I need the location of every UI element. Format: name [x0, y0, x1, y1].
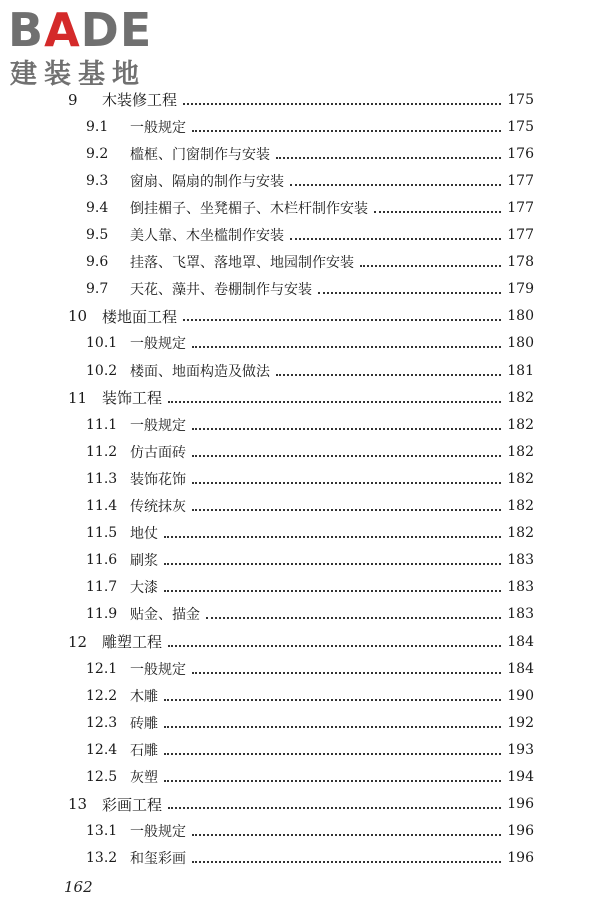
toc-section[interactable] — [86, 682, 534, 709]
toc-section[interactable] — [86, 465, 534, 492]
toc-entry-title: 刷浆 — [130, 553, 158, 570]
toc-entry-number: 12.1 — [86, 660, 118, 677]
dot-leader — [192, 455, 501, 457]
toc-section[interactable] — [86, 709, 534, 736]
toc-entry-title: 装饰花饰 — [130, 471, 186, 488]
toc-entry-title: 楼地面工程 — [102, 307, 178, 326]
toc-entry-page: 177 — [507, 172, 534, 189]
toc-entry-page: 175 — [507, 118, 534, 135]
toc-entry-title: 彩画工程 — [102, 795, 163, 814]
toc-section[interactable] — [86, 818, 534, 845]
dot-leader — [164, 563, 501, 565]
dot-leader — [164, 699, 501, 701]
toc-entry-number: 13.1 — [86, 823, 118, 840]
toc-entry-page: 183 — [507, 579, 534, 596]
toc-entry-page: 184 — [507, 660, 534, 677]
toc-section[interactable] — [86, 194, 534, 221]
toc-entry-title: 美人靠、木坐槛制作安装 — [130, 228, 284, 244]
toc-section[interactable] — [86, 276, 534, 303]
dot-leader — [374, 211, 501, 213]
toc-entry-number: 11.4 — [86, 498, 118, 514]
toc-entry-number: 10.1 — [86, 335, 118, 352]
logo-wordmark: BADE — [8, 3, 153, 57]
dot-leader — [192, 428, 501, 430]
toc-entry-title: 地仗 — [130, 526, 158, 543]
dot-leader — [164, 590, 501, 592]
toc-entry-title: 木装修工程 — [102, 91, 178, 109]
dot-leader — [164, 536, 501, 538]
toc-entry-number: 12 — [68, 632, 88, 651]
toc-entry-number: 9.2 — [86, 145, 109, 162]
toc-entry-page: 176 — [507, 145, 534, 162]
toc-entry-number: 11.3 — [86, 470, 118, 487]
toc-section[interactable] — [86, 655, 534, 682]
toc-section[interactable] — [86, 222, 534, 249]
dot-leader — [192, 346, 501, 348]
toc-entry-page: 192 — [507, 714, 534, 731]
toc-entry-title: 一般规定 — [130, 661, 186, 678]
toc-section[interactable] — [86, 113, 534, 140]
dot-leader — [276, 157, 501, 159]
toc-entry-page: 193 — [507, 741, 534, 758]
toc-entry-number: 9 — [68, 90, 78, 109]
toc-section[interactable] — [86, 601, 534, 628]
toc-chapter[interactable] — [68, 791, 534, 818]
toc-entry-number: 11.5 — [86, 525, 118, 542]
dot-leader — [168, 401, 501, 403]
toc-entry-title: 天花、藻井、卷棚制作与安装 — [130, 282, 312, 299]
toc-entry-title: 楼面、地面构造及做法 — [130, 363, 270, 380]
dot-leader — [290, 184, 501, 186]
toc-section[interactable] — [86, 167, 534, 194]
toc-entry-title: 传统抹灰 — [130, 499, 186, 515]
toc-entry-page: 181 — [507, 362, 534, 379]
toc-entry-title: 一般规定 — [130, 119, 186, 136]
toc-entry-page: 177 — [507, 199, 534, 216]
toc-section[interactable] — [86, 845, 534, 872]
toc-section[interactable] — [86, 764, 534, 791]
toc-entry-number: 9.4 — [86, 199, 109, 216]
toc-entry-number: 11.6 — [86, 552, 118, 569]
toc-entry-page: 196 — [507, 850, 534, 867]
dot-leader — [290, 238, 501, 240]
toc-entry-title: 倒挂楣子、坐凳楣子、木栏杆制作安装 — [130, 200, 368, 217]
toc-entry-title: 仿古面砖 — [130, 444, 186, 461]
toc-section[interactable] — [86, 493, 534, 520]
toc-entry-number: 10.2 — [86, 362, 118, 379]
logo-subtitle: 建装基地 — [10, 59, 146, 90]
toc-entry-title: 和玺彩画 — [130, 851, 186, 868]
toc-entry-page: 182 — [507, 389, 534, 406]
dot-leader — [164, 753, 501, 755]
dot-leader — [206, 617, 501, 619]
toc-entry-page: 184 — [507, 633, 534, 650]
toc-section[interactable] — [86, 736, 534, 763]
toc-entry-page: 182 — [507, 498, 534, 514]
toc-chapter[interactable] — [68, 628, 534, 655]
toc-entry-number: 10 — [68, 307, 88, 326]
toc-section[interactable] — [86, 357, 534, 384]
toc-entry-title: 贴金、描金 — [130, 607, 200, 624]
dot-leader — [360, 265, 501, 267]
toc-entry-page: 182 — [507, 525, 534, 542]
toc-section[interactable] — [86, 574, 534, 601]
toc-entry-page: 182 — [507, 443, 534, 460]
toc-chapter[interactable] — [68, 384, 534, 411]
dot-leader — [192, 861, 501, 863]
dot-leader — [183, 319, 501, 321]
toc-entry-title: 槛框、门窗制作与安装 — [130, 146, 270, 163]
toc-section[interactable] — [86, 547, 534, 574]
toc-chapter[interactable] — [68, 86, 534, 113]
toc-entry-number: 9.5 — [86, 227, 109, 243]
toc-section[interactable] — [86, 249, 534, 276]
toc-entry-title: 石雕 — [130, 742, 158, 759]
toc-entry-number: 11.1 — [86, 416, 118, 433]
toc-entry-title: 一般规定 — [130, 824, 186, 841]
brand-logo — [8, 3, 178, 90]
toc-entry-number: 9.1 — [86, 118, 109, 135]
toc-entry-page: 177 — [507, 227, 534, 243]
dot-leader — [164, 780, 501, 782]
dot-leader — [318, 292, 501, 294]
toc-entry-page: 183 — [507, 552, 534, 569]
toc-entry-page: 196 — [507, 823, 534, 840]
dot-leader — [192, 509, 501, 511]
toc-entry-page: 196 — [507, 796, 534, 813]
toc-entry-page: 194 — [507, 769, 534, 785]
toc-section[interactable] — [86, 520, 534, 547]
dot-leader — [192, 482, 501, 484]
toc-entry-page: 182 — [507, 470, 534, 487]
toc-entry-page: 175 — [507, 91, 534, 108]
toc-entry-number: 12.5 — [86, 769, 118, 785]
toc-section[interactable] — [86, 330, 534, 357]
toc-entry-number: 11 — [68, 388, 88, 407]
toc-entry-number: 12.4 — [86, 741, 118, 758]
dot-leader — [168, 807, 501, 809]
toc-entry-title: 大漆 — [130, 580, 158, 597]
page-number: 162 — [64, 878, 93, 896]
toc-entry-page: 178 — [507, 254, 534, 271]
toc-entry-number: 13.2 — [86, 850, 118, 867]
toc-entry-page: 190 — [507, 687, 534, 704]
toc-entry-page: 179 — [507, 281, 534, 298]
toc-entry-title: 一般规定 — [130, 417, 186, 434]
toc-section[interactable] — [86, 140, 534, 167]
toc-section[interactable] — [86, 411, 534, 438]
toc-entry-page: 183 — [507, 606, 534, 623]
toc-entry-page: 180 — [507, 335, 534, 352]
toc-entry-page: 182 — [507, 416, 534, 433]
toc-entry-title: 灰塑 — [130, 770, 158, 786]
toc-entry-title: 木雕 — [130, 688, 158, 705]
dot-leader — [164, 726, 501, 728]
dot-leader — [276, 374, 501, 376]
toc-entry-number: 9.6 — [86, 254, 109, 271]
toc-entry-number: 9.7 — [86, 281, 109, 298]
toc-entry-title: 装饰工程 — [102, 389, 163, 408]
toc-entry-title: 雕塑工程 — [102, 633, 163, 651]
toc-entry-number: 12.2 — [86, 687, 118, 704]
dot-leader — [192, 130, 501, 132]
toc-entry-page: 180 — [507, 308, 534, 325]
toc-entry-title: 挂落、飞罩、落地罩、地园制作安装 — [130, 255, 354, 272]
dot-leader — [192, 834, 501, 836]
toc-section[interactable] — [86, 438, 534, 465]
toc-entry-title: 一般规定 — [130, 336, 186, 353]
toc-entry-title: 砖雕 — [130, 715, 158, 732]
toc-entry-number: 11.9 — [86, 606, 118, 623]
toc-entry-number: 11.7 — [86, 579, 118, 596]
toc-entry-number: 13 — [68, 795, 88, 814]
toc-entry-title: 窗扇、隔扇的制作与安装 — [130, 173, 284, 190]
dot-leader — [183, 103, 501, 105]
toc-entry-number: 11.2 — [86, 443, 118, 460]
dot-leader — [192, 672, 501, 674]
toc-entry-number: 12.3 — [86, 714, 118, 731]
toc-chapter[interactable] — [68, 303, 534, 330]
dot-leader — [168, 645, 501, 647]
toc-entry-number: 9.3 — [86, 172, 109, 189]
